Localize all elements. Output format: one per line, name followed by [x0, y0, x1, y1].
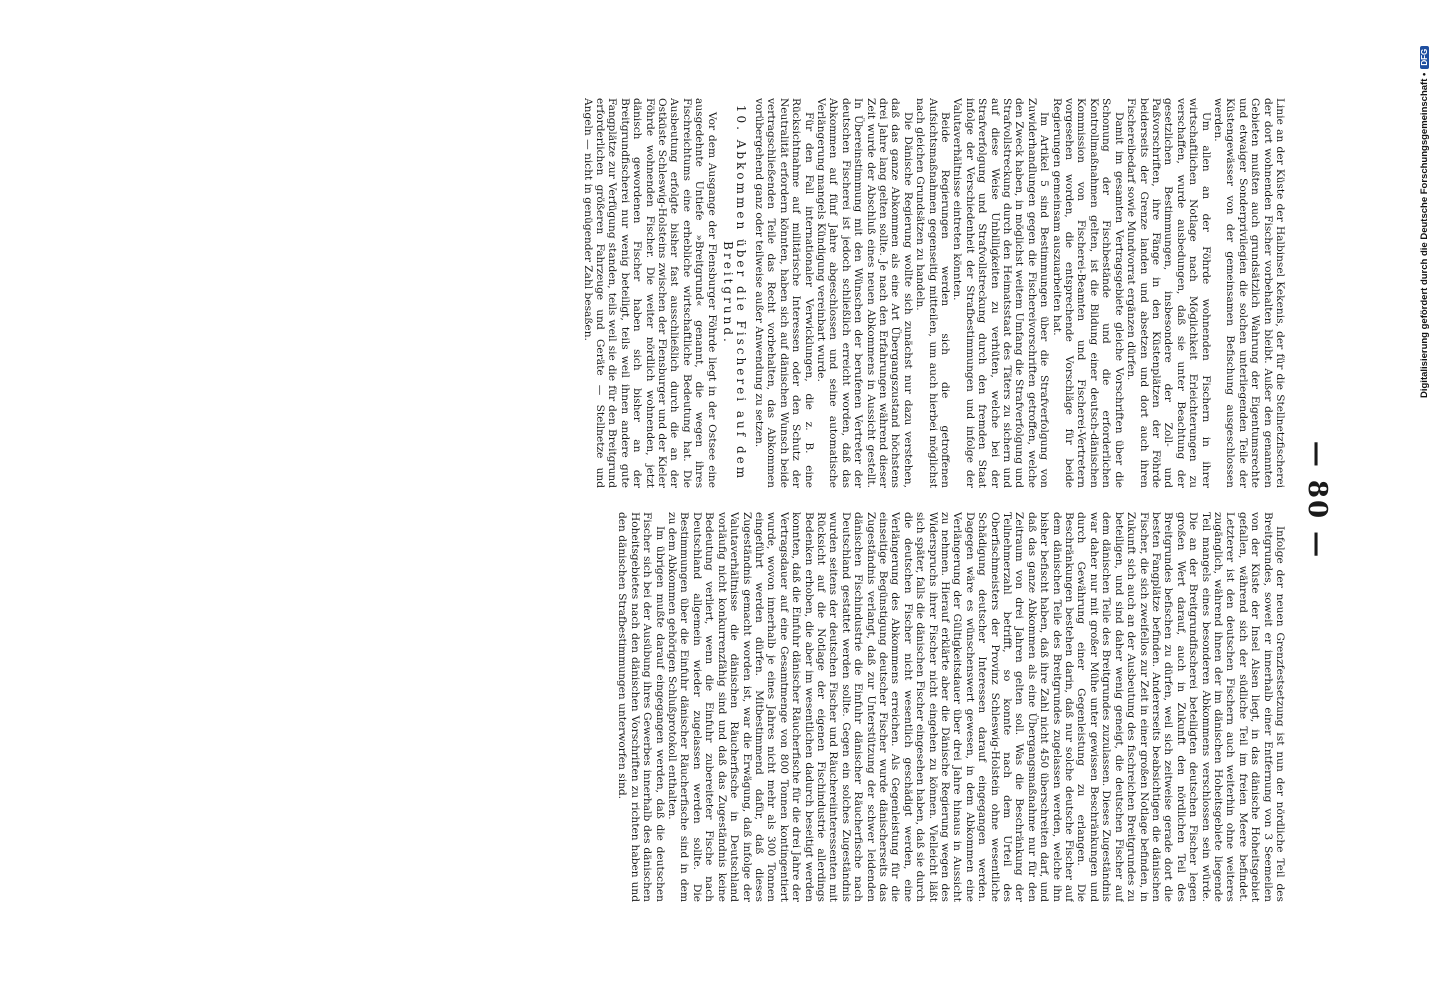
section-heading: 10. Abkommen über die Fischerei auf dem Breitgrund.	[721, 104, 748, 482]
paragraph: Infolge der neuen Grenzfestsetzung ist nun der nördliche Teil des Breitgrundes, soweit er innerhalb einer Entfernung von 3 Seemeilen von der Küste der Insel Alsen liegt, in das dänische Hoheitsgebiet gefallen, während sich der südliche Teil im freien Meere befindet. Letzterer ist den deutschen Fischern auch weiterhin ohne weiteres zugänglich, während ihnen der im dänischen Hoheitsgebiete liegende Teil mangels eines besonderen Abkommens verschlossen sein würde. Die an der Breitgrundfischerei beteiligten deutschen Fischer legen großen Wert darauf, auch in Zukunft den nördlichen Teil des Breitgrundes befischen zu dürfen, weil sich zeitweise gerade dort die besten Fangplätze befinden. Andererseits beabsichtigen die dänischen Fischer, die sich zweifellos zur Zeit in einer großen Notlage befinden, in Zukunft sich auch an der Ausbeutung des fischreichen Breitgrundes zu beteiligen, und sind daher wenig geneigt, die deutschen Fischer auf dem dänischen Teile des Breitgrundes zuzulassen. Dieses Zugeständnis war daher nur mit großer Mühe unter gewissen Beschränkungen und durch Gewährung einer Gegenleistung zu erlangen. Die Beschränkungen bestehen darin, daß nur solche deutsche Fischer auf dem dänischen Teile des Breitgrundes zugelassen werden, welche ihn bisher befischt haben, daß ihre Zahl nicht 450 überschreiten darf, und daß das ganze Abkommen als eine Übergangsmaßnahme nur für den Zeitraum von drei Jahren gelten soll. Was die Beschränkung der Teilnehmerzahl betrifft, so konnte nach dem Urteil des Oberfischmeisters der Provinz Schleswig-Holstein ohne wesentliche Schädigung deutscher Interessen darauf eingegangen werden. Dagegen wäre es wünschenswert gewesen, in dem Abkommen eine Verlängerung der Gültigkeitsdauer über drei Jahre hinaus in Aussicht zu nehmen. Hierauf erklärte aber die Dänische Regierung wegen des Widerspruchs ihrer Fischer nicht eingehen zu können. Vielleicht läßt sich später, falls die dänischen Fischer eingesehen haben, daß sie durch die deutschen Fischer nicht wesentlich geschädigt werden, eine Verlängerung des Abkommens erreichen. Als Gegenleistung für die einseitige Begünstigung deutscher Fischer wurde dänischerseits das Zugeständnis verlangt, daß zur Unterstützung der schwer leidenden dänischen Fischindustrie die Einfuhr dänischer Räucherfische nach Deutschland gestattet werden sollte. Gegen ein solches Zugeständnis wurden seitens der deutschen Fischer und Räuchereiinteressenten mit Rücksicht auf die Notlage der eigenen Fischindustrie allerdings Bedenken erhoben, die aber im wesentlichen dadurch beseitigt werden konnten, daß die Einfuhr dänischer Räucherfische für die drei Jahre der Vertragsdauer auf eine Gesamtmenge von 800 Tonnen kontingentiert wurde, wovon innerhalb je eines Jahres nicht mehr als 300 Tonnen eingeführt werden dürfen. Mitbestimmend dafür, daß dieses Zugeständnis gemacht worden ist, war die Erwägung, daß infolge der Valutaverhältnisse die dänischen Räucherfische in Deutschland vorläufig nicht konkurrenzfähig sind und daß das Zugeständnis keine Bedeutung verliert, wenn die Einfuhr zubereiteter Fische nach Deutschland allgemein wieder zugelassen werden sollte. Die Bestimmungen über die Einfuhr dänischer Räucherfische sind in dem zu dem Abkommen gehörigen Schlußprotokoll enthalten.	[666, 512, 1286, 902]
paragraph: Damit im gesamten Vertragsgebiete gleiche Vorschriften über die Schonung der Fischbestände und die erforderlichen Kontrollmaßnahmen gelten, ist die Bildung einer deutsch-dänischen Kommission von Fischerei-Beamten und Fischerei-Vertretern vorgesehen worden, die entsprechende Vorschläge für beide Regierungen gemeinsam auszuarbeiten hat.	[1050, 98, 1125, 488]
digitization-note	[1419, 6, 1433, 398]
paragraph: Beide Regierungen werden sich die getroffenen Aufsichtsmaßnahmen gegenseitig mitteilen, um auch hierbei möglichst nach gleichen Grundsätzen zu handeln.	[914, 98, 952, 488]
page-number: — 80 —	[1302, 440, 1332, 560]
paragraph: Die Dänische Regierung wollte sich zunächst nur dazu verstehen, daß das ganze Abkommen als eine Art Übergangszustand höchstens drei Jahre lang gelten sollte. Je nach den Erfahrungen während dieser Zeit wurde der Abschluß eines neuen Abkommens in Aussicht gestellt. In Übereinstimmung mit den Wünschen der berufenen Vertreter der deutschen Fischerei ist jedoch schließlich erreicht worden, daß das Abkommen auf fünf Jahre abgeschlossen und seine automatische Verlängerung mangels Kündigung vereinbart wurde.	[814, 98, 914, 488]
paragraph: Für den Fall internationaler Verwicklungen, die z. B. eine Rücksichtnahme auf militärische Interessen oder den Schutz der Neutralität erfordern könnten, haben sich auf dänischen Wunsch beide vertragschließenden Teile das Recht vorbehalten, das Abkommen vorübergehend ganz oder teilweise außer Anwendung zu setzen.	[752, 98, 815, 488]
digitization-footer	[1418, 6, 1434, 398]
paragraph: Im Artikel 5 sind Bestimmungen über die Strafverfolgung von Zuwiderhandlungen gegen die Fischereivorschriften getroffen, welche den Zweck haben, in möglichst weitem Umfang die Strafverfolgung und Strafvollstreckung durch den Heimatsstaat des Täters zu sichern und auf diese Weise Unbilligkeiten zu verhüten, welche bei der Strafverfolgung und Strafvollstreckung durch den fremden Staat infolge der Verschiedenheit der Strafbestimmungen und infolge der Valutaverhältnisse eintreten könnten.	[951, 98, 1051, 488]
paragraph: Im übrigen mußte darauf eingegangen werden, daß die deutschen Fischer sich bei der Ausübung ihres Gewerbes innerhalb des dänischen Hoheitsgebietes nach den dänischen Vorschriften zu richten haben und den dänischen Strafbestimmungen unterworfen sind.	[616, 512, 666, 902]
paragraph: Linie an der Küste der Halbinsel Kekenis, der für die Stellnetzfischerei der dort wohnenden Fischer vorbehalten bleibt. Außer den genannten Gebieten mußten auch grundsätzlich Wahrung der Eigentumsrechte und etwaiger Sonderprivilegien die solchen unterliegenden Teile der Küstengewässer von der gemeinsamen Befischung ausgeschlossen werden.	[1211, 98, 1286, 488]
rotated-page	[102, 90, 1332, 910]
right-column	[106, 512, 1286, 902]
paragraph: Vor dem Ausgange der Flensburger Föhrde liegt in der Ostsee eine ausgedehnte Untiefe »Breitgrund« genannt, die wegen ihres Fischreichtums eine erhebliche wirtschaftliche Bedeutung hat. Die Ausbeutung erfolgte bisher fast ausschließlich durch die an der Ostküste Schleswig-Holsteins zwischen der Flensburger und der Kieler Föhrde wohnenden Fischer. Die weiter nördlich wohnenden, jetzt dänisch gewordenen Fischer haben sich bisher an der Breitgrundfischerei nur wenig beteiligt, teils weil ihnen andere gute Fangplätze zur Verfügung standen, teils weil sie die für den Breitgrund erforderlichen größeren Fahrzeuge und Geräte — Stellnetze und Angeln — nicht in genügender Zahl besaßen.	[581, 98, 718, 488]
dfg-logo: DFG	[1420, 46, 1429, 69]
paragraph: Um allen an der Föhrde wohnenden Fischern in ihrer wirtschaftlichen Notlage nach Möglichkeit Erleichterungen zu verschaffen, wurde ausbedungen, daß sie unter Beachtung der gesetzlichen Bestimmungen, insbesondere der Zoll- und Paßvorschriften, ihre Fänge in den Küstenplätzen der Föhrde beiderseits der Grenze landen und absetzen und dort auch ihren Fischereibedarf sowie Mundvorrat ergänzen dürfen.	[1125, 98, 1212, 488]
left-column	[106, 98, 1286, 488]
digitization-note-text: Digitalisierung gefördert durch die Deutsche Forschungsgemeinschaft •	[1419, 72, 1430, 398]
